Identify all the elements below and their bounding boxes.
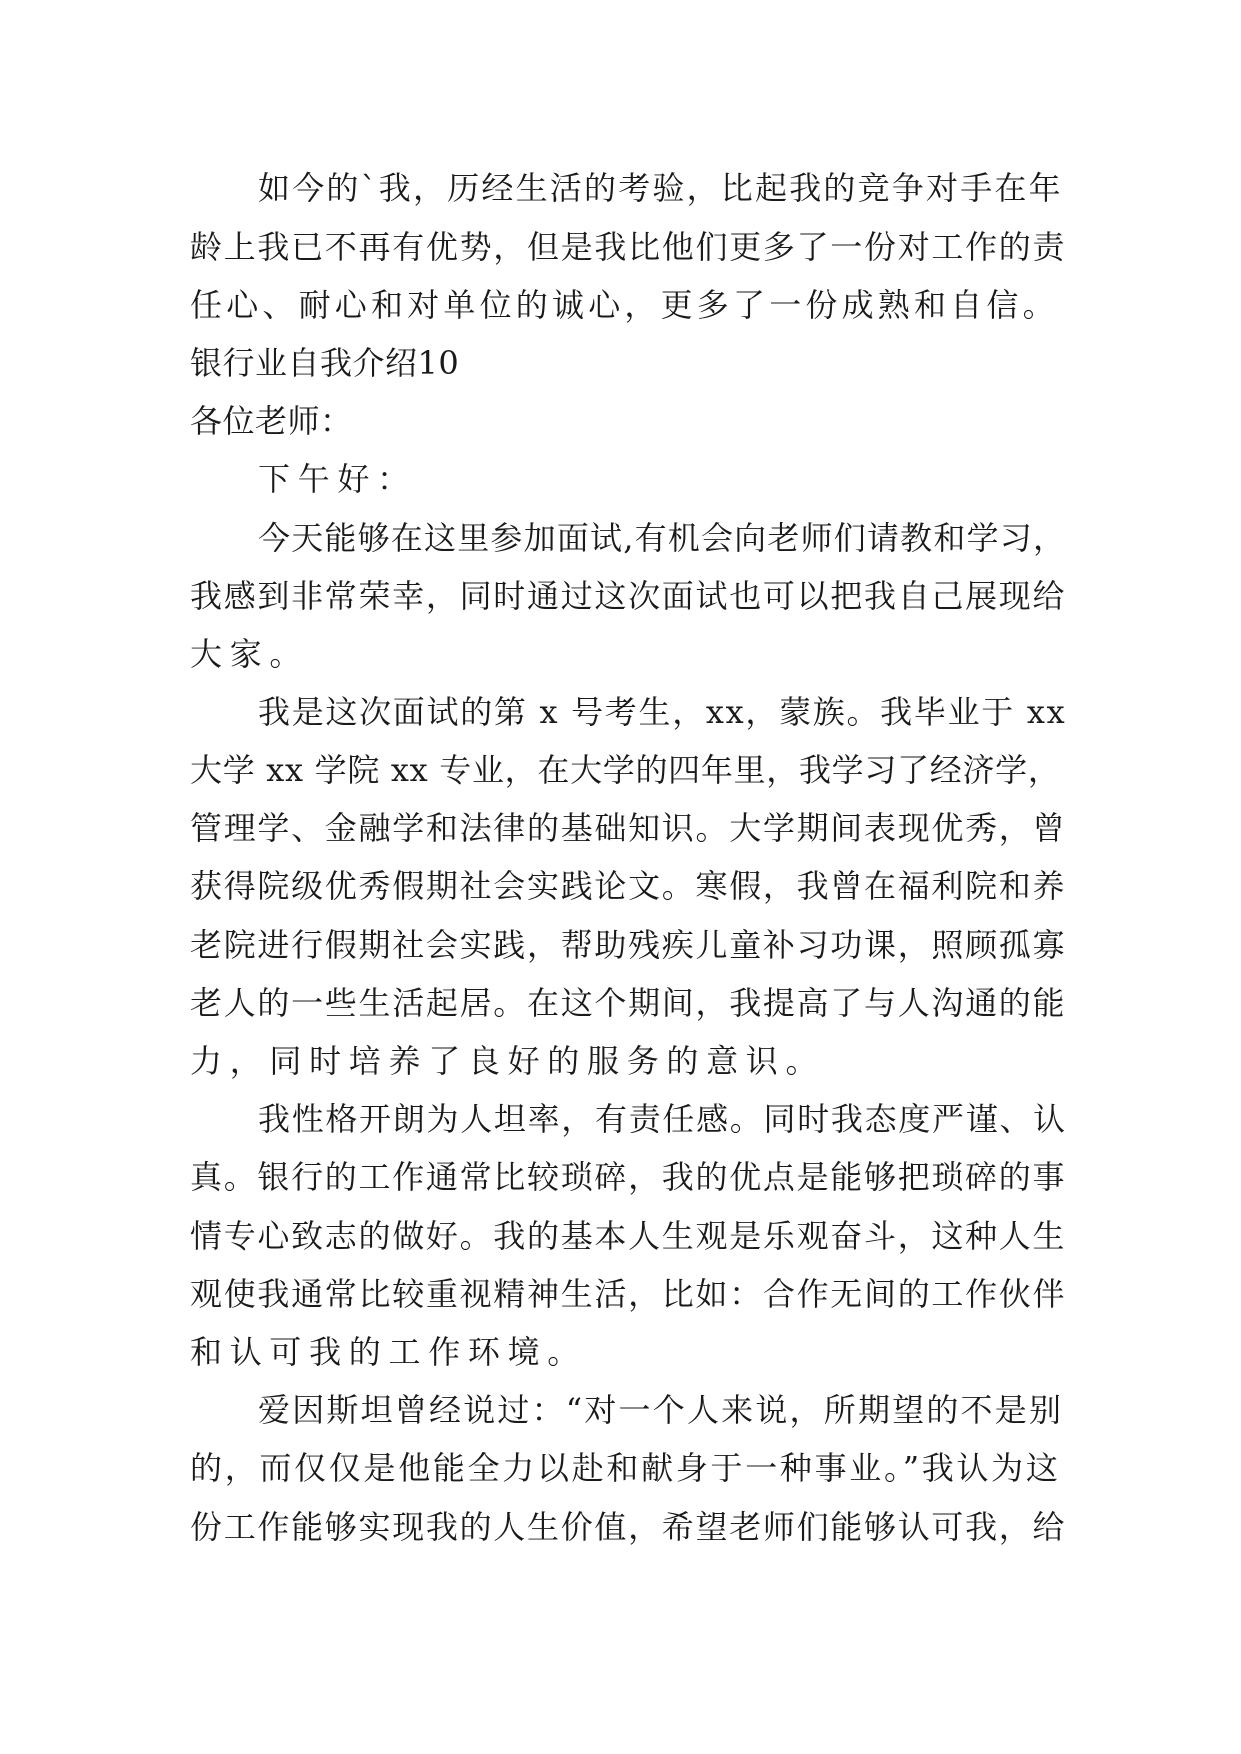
paragraph-line: 我是这次面试的第 x 号考生，xx，蒙族。我毕业于 xx	[258, 693, 1067, 731]
paragraph-line: 爱因斯坦曾经说过：“对一个人来说，所期望的不是别	[258, 1391, 1064, 1429]
paragraph-line: 大学 xx 学院 xx 专业，在大学的四年里，我学习了经济学，	[190, 751, 1061, 789]
paragraph-line: 力，同时培养了良好的服务的意识。	[190, 1042, 826, 1080]
paragraph-line: 老人的一些生活起居。在这个期间，我提高了与人沟通的能	[190, 984, 1067, 1022]
paragraph-line: 观使我通常比较重视精神生活，比如：合作无间的工作伙伴	[190, 1275, 1067, 1313]
paragraph-line: 的，而仅仅是他能全力以赴和献身于一种事业。”我认为这	[190, 1449, 1061, 1487]
paragraph-line: 我性格开朗为人坦率，有责任感。同时我态度严谨、认	[258, 1100, 1067, 1138]
paragraph-line: 老院进行假期社会实践，帮助残疾儿童补习功课，照顾孤寡	[190, 926, 1067, 964]
paragraph-line: 真。银行的工作通常比较琐碎，我的优点是能够把琐碎的事	[190, 1158, 1067, 1196]
paragraph-line: 份工作能够实现我的人生价值，希望老师们能够认可我，给	[190, 1508, 1067, 1546]
paragraph-line: 龄上我已不再有优势，但是我比他们更多了一份对工作的责	[190, 228, 1067, 266]
paragraph-line: 管理学、金融学和法律的基础知识。大学期间表现优秀，曾	[190, 809, 1067, 847]
paragraph-line: 大家。	[190, 635, 310, 673]
salutation: 各位老师：	[190, 402, 353, 440]
paragraph-line: 今天能够在这里参加面试,有机会向老师们请教和学习，	[258, 519, 1067, 557]
paragraph-line: 和认可我的工作环境。	[190, 1333, 588, 1371]
paragraph-line: 获得院级优秀假期社会实践论文。寒假，我曾在福利院和养	[190, 867, 1067, 905]
paragraph-line: 如今的`我，历经生活的考验，比起我的竞争对手在年	[258, 169, 1063, 207]
section-heading: 银行业自我介绍10	[190, 344, 460, 382]
paragraph-line: 我感到非常荣幸，同时通过这次面试也可以把我自己展现给	[190, 577, 1067, 615]
paragraph-line: 任心、耐心和对单位的诚心，更多了一份成熟和自信。	[190, 286, 1059, 324]
paragraph-line: 情专心致志的做好。我的基本人生观是乐观奋斗，这种人生	[190, 1217, 1067, 1255]
greeting: 下午好：	[258, 460, 417, 498]
